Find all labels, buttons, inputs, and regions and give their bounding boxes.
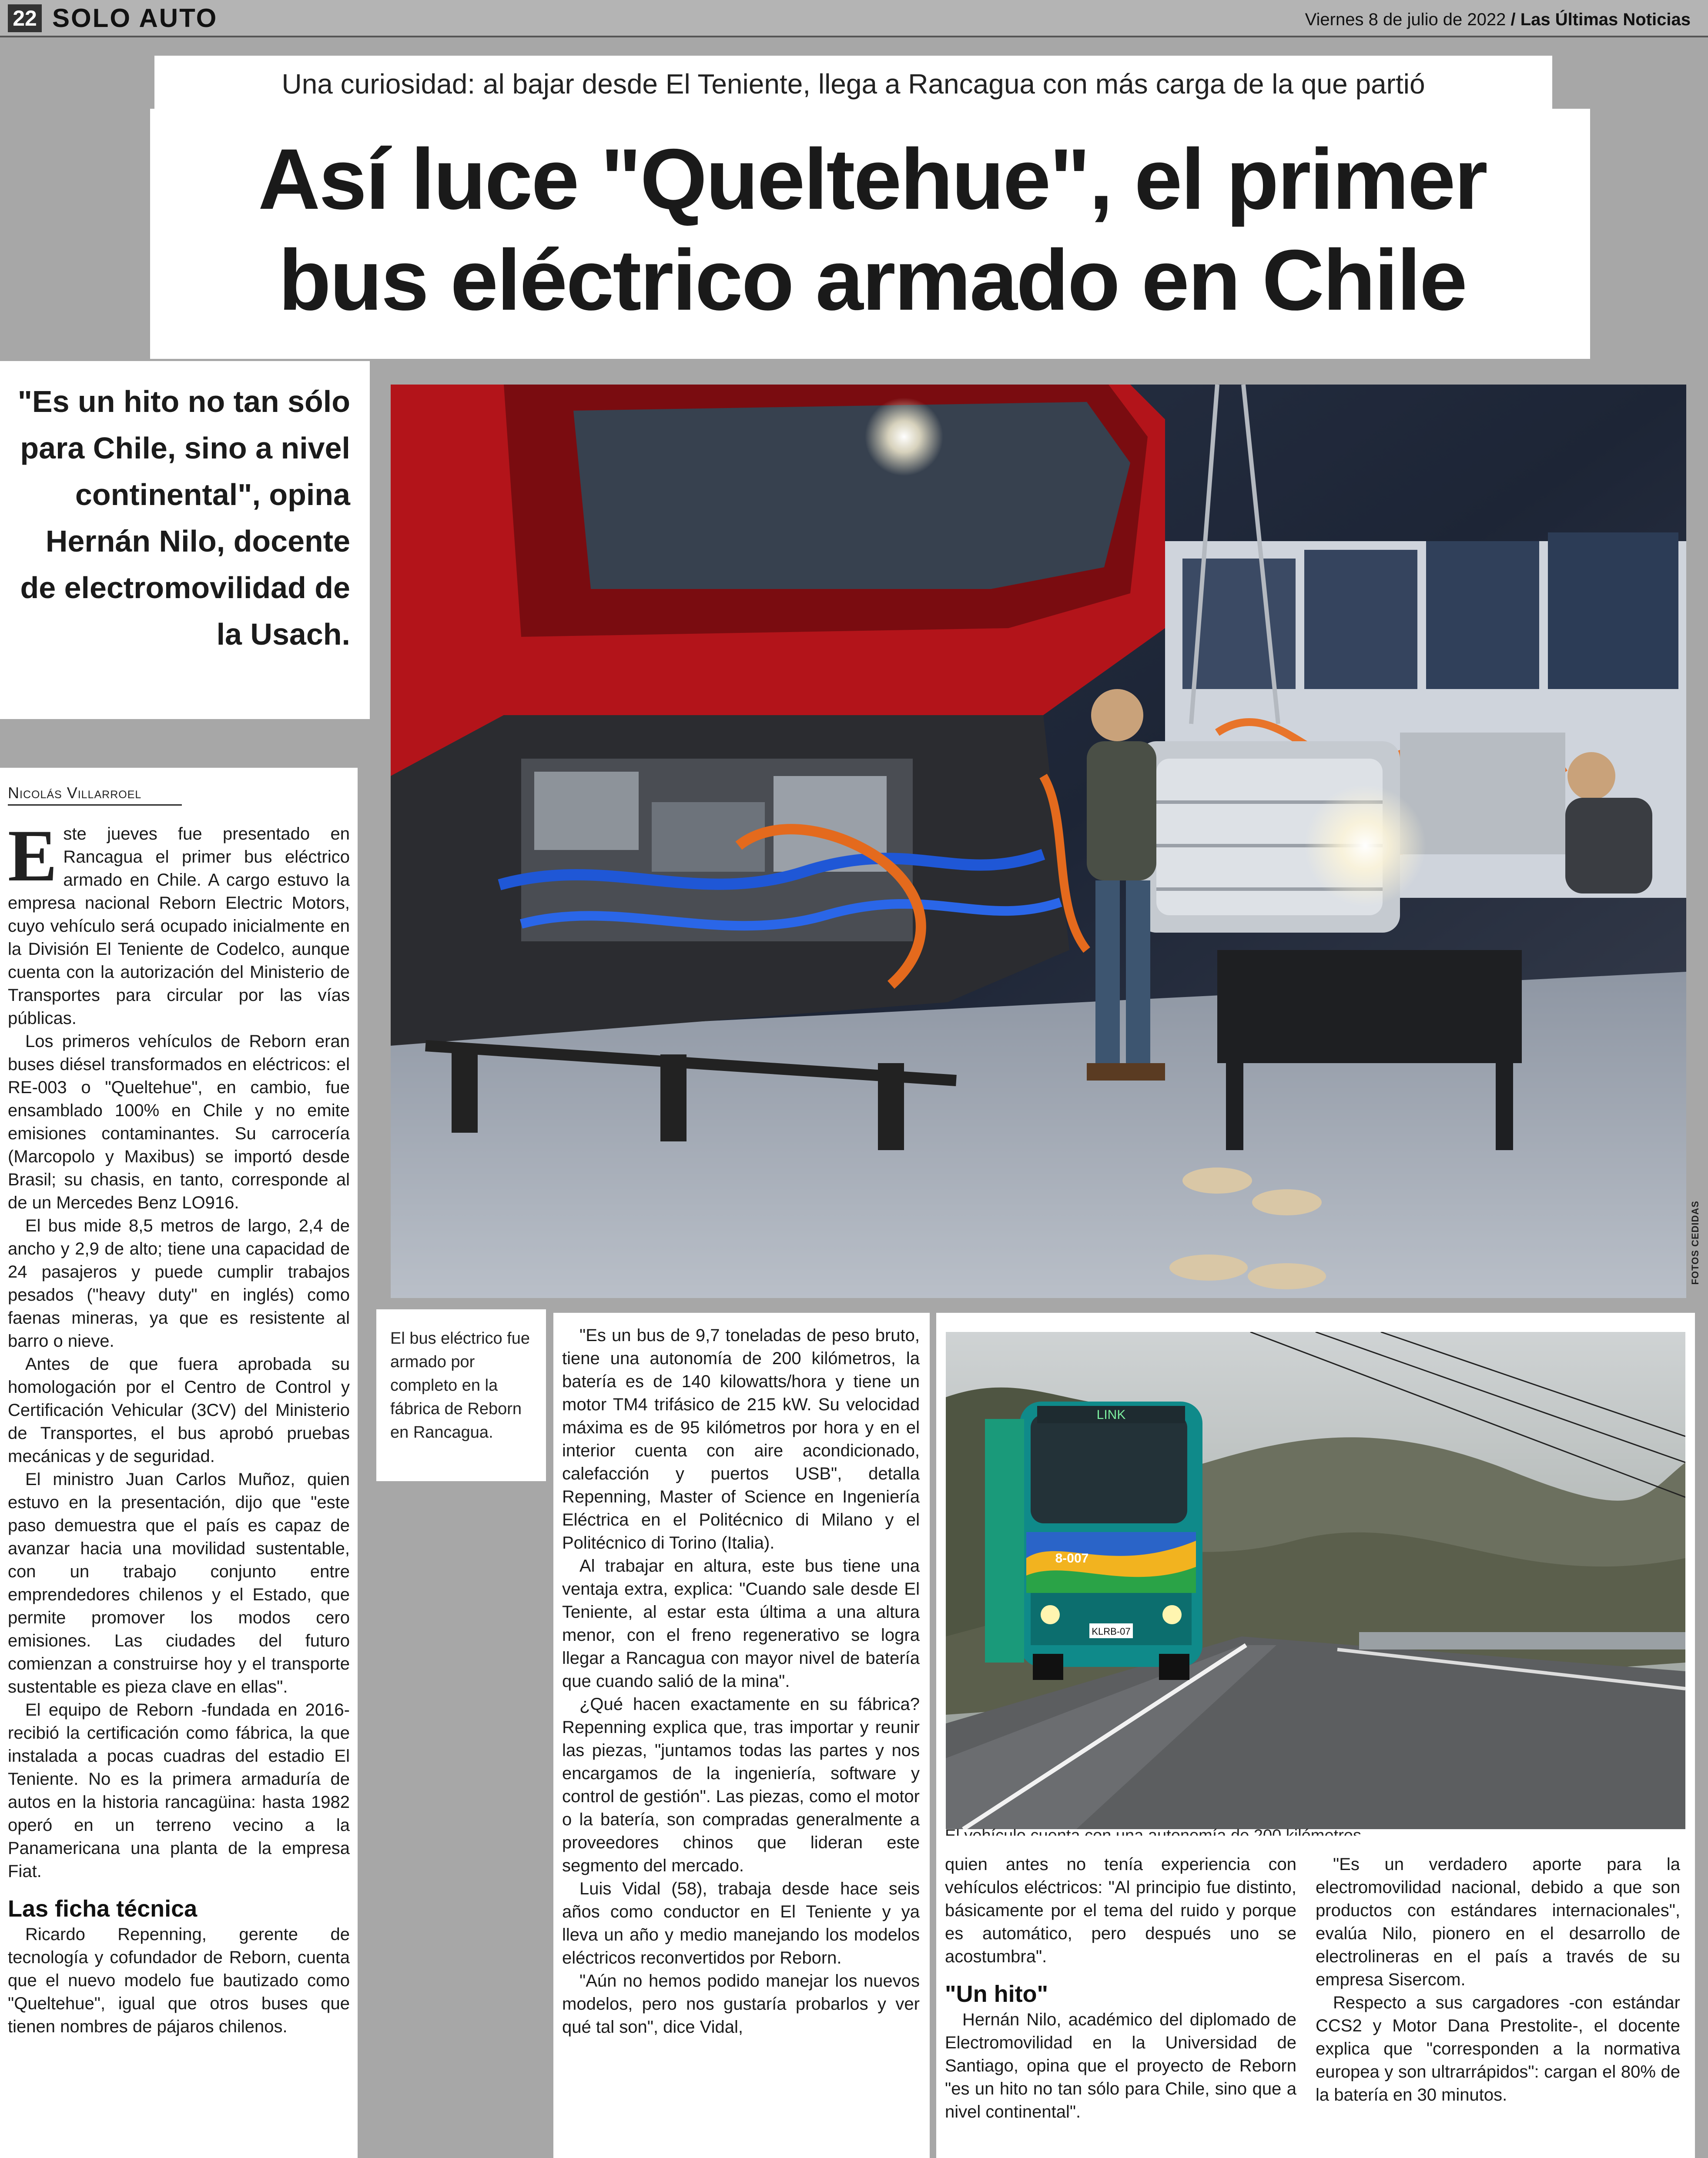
article-text-column-4 bbox=[1316, 1853, 1680, 2107]
article-text-column-1 bbox=[8, 815, 350, 2038]
paragraph: "Es un bus de 9,7 toneladas de peso bruto, tiene una autonomía de 200 kilómetros, la batería es de 140 kilowatts/hora y tiene un motor TM4 trifásico de 215 kW. Su velocidad máxima es de 95 kilómetros por hora y en el interior cuenta con aire acondicionado, calefacción y puertos USB", detalla Repenning, Master of Science en Ingeniería Eléctrica en el Politécnico di Milano y el Politécnico di Torino (Italia). bbox=[562, 1326, 920, 1552]
section-name: SOLO AUTO bbox=[52, 3, 218, 33]
pull-quote-box bbox=[0, 361, 370, 719]
byline: Nicolás Villarroel bbox=[8, 784, 142, 802]
paragraph: El ministro Juan Carlos Muñoz, quien estuvo en la presentación, dijo que "este paso demuestra que el país es capaz de avanzar hacia una movilidad sustentable, con un trabajo conjunto entre emprendedores chilenos y el Estado, que permite promover los modos cero emisiones. Las ciudades del futuro comienzan a construirse hoy y el transporte sustentable es pieza clave en ellas". bbox=[8, 1470, 350, 1696]
factory-photo-illustration bbox=[391, 385, 1686, 1298]
paragraph: Los primeros vehículos de Reborn eran buses diésel transformados en eléctricos: el RE-003 o "Queltehue", en cambio, fue ensamblado 100% en Chile y no emite emisiones contaminantes. Su carrocería (Marcopolo y Maxibus) se importó desde Brasil; su chasis, en tanto, corresponde al de un Mercedes Benz LO916. bbox=[8, 1032, 350, 1212]
paragraph: ¿Qué hacen exactamente en su fábrica? Repenning explica que, tras importar y reunir las piezas, "juntamos todas las partes y nos encargamos de la ingeniería, software y control de gestión". Las piezas, como el motor o la batería, son compradas generalmente a proveedores chinos que lideran este segmento del mercado. bbox=[562, 1695, 920, 1875]
article-right-columns bbox=[936, 1836, 1695, 2158]
paragraph: "Aún no hemos podido manejar los nuevos modelos, pero nos gustaría probarlos y ver qué tal son", dice Vidal, bbox=[562, 1971, 920, 2037]
kicker: Una curiosidad: al bajar desde El Teniente, llega a Rancagua con más carga de la que partió bbox=[281, 68, 1425, 100]
issue-date: Viernes 8 de julio de 2022 bbox=[1305, 10, 1506, 29]
main-photo-caption-box bbox=[376, 1309, 546, 1481]
paragraph bbox=[8, 815, 350, 1030]
page-number: 22 bbox=[8, 4, 42, 32]
bus-plate: KLRB-07 bbox=[1092, 1626, 1131, 1637]
article-middle-column bbox=[553, 1313, 930, 2158]
article-text-column-2 bbox=[562, 1324, 920, 2039]
paragraph: El bus mide 8,5 metros de largo, 2,4 de ancho y 2,9 de alto; tiene una capacidad de 24 pasajeros y puede cumplir trabajos pesados ("heavy duty" en inglés) como faenas mineras, ya que es resistente al barro o nieve. bbox=[8, 1216, 350, 1351]
second-photo-box bbox=[936, 1313, 1695, 1836]
bus-on-road-illustration bbox=[946, 1332, 1685, 1829]
headline-line-2: bus eléctrico armado en Chile bbox=[278, 232, 1466, 328]
paragraph: Al trabajar en altura, este bus tiene una ventaja extra, explica: "Cuando sale desde El Teniente, al estar esta última a una altura menor, con el freno regenerativo se logra llegar a Rancagua con mayor nivel de batería que cuando salió de la mina". bbox=[562, 1556, 920, 1691]
paragraph: Hernán Nilo, académico del diplomado de Electromovilidad en la Universidad de Santiago, opina que el proyecto de Reborn "es un hito no tan sólo para Chile, sino que a nivel continental". bbox=[945, 2010, 1296, 2121]
paragraph: quien antes no tenía experiencia con vehículos eléctricos: "Al principio fue distinto, básicamente por el tema del ruido y porque es automático, pero después uno se acostumbra". bbox=[945, 1855, 1296, 1966]
dateline bbox=[1305, 9, 1691, 30]
subheading: Las ficha técnica bbox=[8, 1896, 198, 1922]
bus-photo bbox=[946, 1332, 1685, 1829]
main-photo-caption: El bus eléctrico fue armado por completo en la fábrica de Reborn en Rancagua. bbox=[390, 1329, 530, 1442]
main-photo bbox=[391, 385, 1686, 1298]
photo-credit: FOTOS CEDIDAS bbox=[1690, 1201, 1701, 1285]
paragraph: Ricardo Repenning, gerente de tecnología y cofundador de Reborn, cuenta que el nuevo modelo fue bautizado como "Queltehue", igual que otros buses que tienen nombres de pájaros chilenos. bbox=[8, 1925, 350, 2036]
dateline-separator: / bbox=[1506, 10, 1520, 29]
subheading: "Un hito" bbox=[945, 1981, 1048, 2007]
paragraph: Antes de que fuera aprobada su homologación por el Centro de Control y Certificación Vehicular (3CV) del Ministerio de Transportes, el bus aprobó pruebas mecánicas y de seguridad. bbox=[8, 1355, 350, 1466]
byline-rule bbox=[8, 804, 182, 806]
publication-name: Las Últimas Noticias bbox=[1520, 10, 1691, 29]
paragraph: "Es un verdadero aporte para la electromovilidad nacional, debido a que son productos con estándares internacionales", evalúa Nilo, pionero en el desarrollo de electrolineras en el país a través de su empresa Sisercom. bbox=[1316, 1855, 1680, 1989]
bus-destination-sign: LINK bbox=[1096, 1408, 1126, 1422]
pull-quote: "Es un hito no tan sólo para Chile, sino a nivel continental", opina Hernán Nilo, docente de electromovilidad de la Usach. bbox=[17, 385, 350, 651]
page-header bbox=[0, 0, 1708, 37]
paragraph-text: ste jueves fue presentado en Rancagua el primer bus eléctrico armado en Chile. A cargo estuvo la empresa nacional Reborn Electric Motors, cuyo vehículo será ocupado inicialmente en la División El Teniente de Codelco, aunque cuenta con la autorización del Ministerio de Transportes para circular por las vías públicas. bbox=[8, 824, 350, 1028]
headline bbox=[176, 129, 1568, 331]
article-left-column bbox=[0, 768, 358, 2158]
drop-cap: E bbox=[8, 815, 57, 897]
headline-box bbox=[150, 109, 1590, 359]
paragraph: El equipo de Reborn -fundada en 2016- recibió la certificación como fábrica, la que instalada a pocas cuadras del estadio El Teniente. No es la primera armaduría de autos en la historia rancagüina: hasta 1982 operó en un terreno vecino a la Panamericana una planta de la empresa Fiat. bbox=[8, 1700, 350, 1881]
article-text-column-3 bbox=[945, 1853, 1296, 2124]
bus-number: 8-007 bbox=[1055, 1551, 1089, 1566]
paragraph: Respecto a sus cargadores -con estándar CCS2 y Motor Dana Prestolite-, el docente explica que "corresponden a la normativa europea y son ultrarrápidos": cargan el 80% de la batería en 30 minutos. bbox=[1316, 1993, 1680, 2104]
kicker-box bbox=[154, 56, 1552, 112]
paragraph: Luis Vidal (58), trabaja desde hace seis años como conductor en El Teniente y ya lleva un año y medio manejando los modelos eléctricos reconvertidos por Reborn. bbox=[562, 1879, 920, 1967]
headline-line-1: Así luce "Queltehue", el primer bbox=[258, 131, 1487, 227]
